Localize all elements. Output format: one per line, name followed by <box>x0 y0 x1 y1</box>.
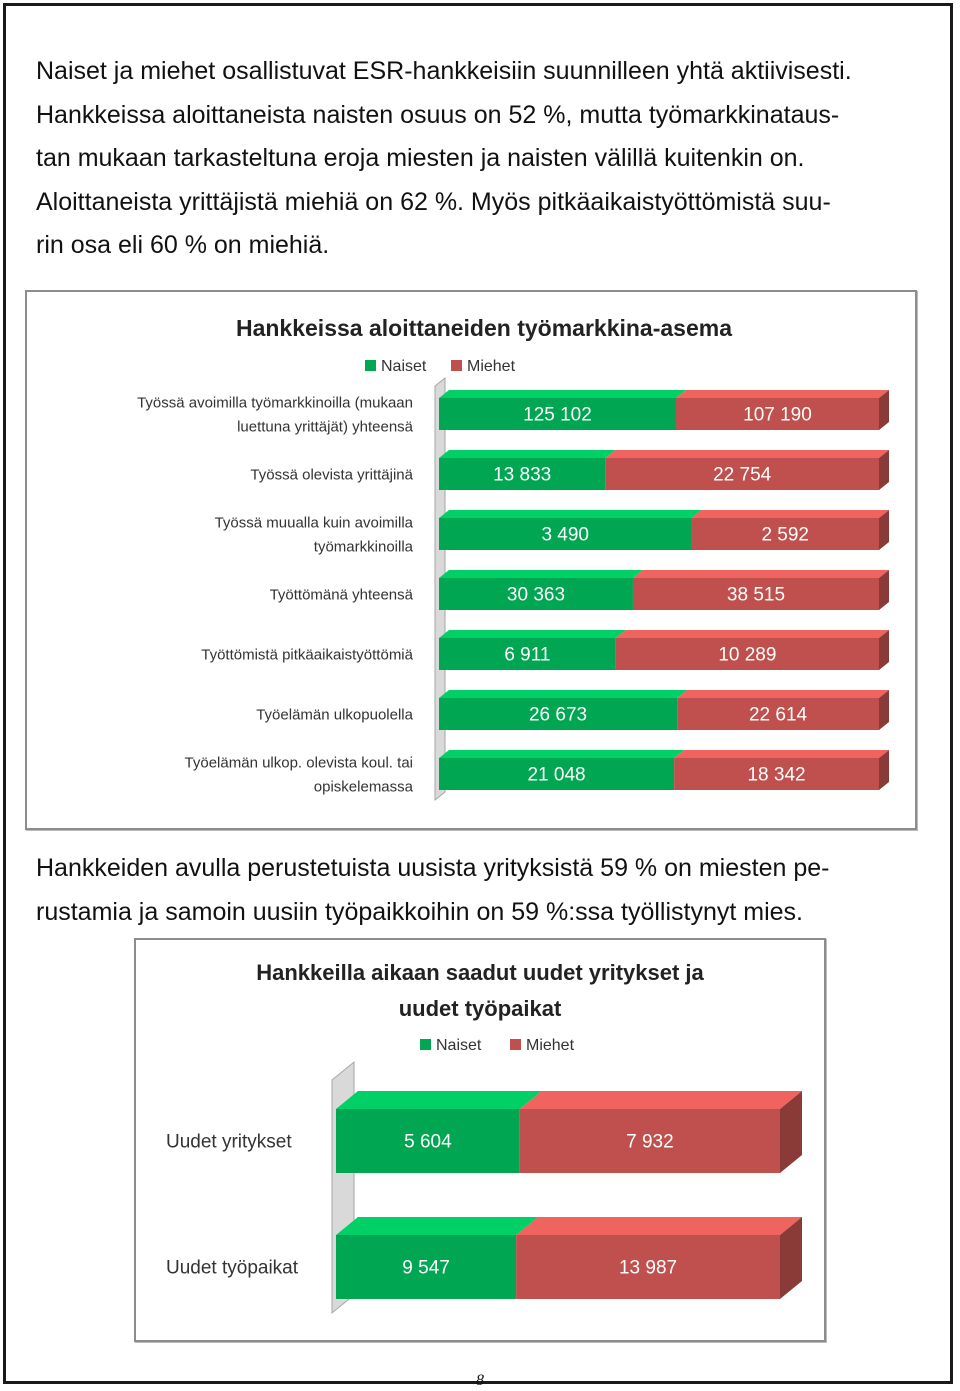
labour-market-chart <box>25 290 917 830</box>
legend-label-naiset: Naiset <box>381 358 427 375</box>
intro-line: Aloittaneista yrittäjistä miehiä on 62 %. Myös pitkäaikaistyöttömistä suu- <box>36 187 831 216</box>
labour-market-chart-svg <box>27 292 915 828</box>
value-label-naiset: 26 673 <box>528 704 588 726</box>
category-label: luettuna yrittäjät) yhteensä <box>237 418 413 436</box>
legend-swatch-naiset <box>420 1039 431 1050</box>
legend-label-miehet: Miehet <box>467 358 516 375</box>
intro-line: rin osa eli 60 % on miehiä. <box>36 231 330 259</box>
legend-label-miehet: Miehet <box>526 1037 575 1054</box>
value-label-miehet: 22 614 <box>748 704 808 726</box>
value-label-miehet: 7 932 <box>626 1131 674 1153</box>
value-label-naiset: 3 490 <box>541 524 590 546</box>
bar-top-miehet <box>674 750 889 758</box>
value-label-miehet: 13 987 <box>618 1257 678 1279</box>
legend-swatch-naiset <box>365 360 376 371</box>
middle-line: Hankkeiden avulla perustetuista uusista yrityksistä 59 % on miesten pe- <box>36 854 830 882</box>
legend-swatch-miehet <box>451 360 462 371</box>
value-label-naiset: 5 604 <box>404 1131 452 1153</box>
bar-top-miehet <box>691 510 889 518</box>
value-label-naiset: 30 363 <box>506 584 566 606</box>
bar-top-miehet <box>516 1217 802 1235</box>
category-label: Työttömänä yhteensä <box>269 586 413 604</box>
bar-top-naiset <box>439 630 626 638</box>
value-label-naiset: 125 102 <box>523 404 592 426</box>
bar-top-naiset <box>439 510 701 518</box>
value-label-miehet: 22 754 <box>713 464 772 486</box>
bar-top-naiset <box>439 690 687 698</box>
bar-top-miehet <box>633 570 889 578</box>
bar-top-miehet <box>616 630 889 638</box>
value-label-naiset: 13 833 <box>493 464 552 486</box>
value-label-miehet: 38 515 <box>726 584 786 606</box>
category-label: Työelämän ulkop. olevista koul. tai <box>184 754 413 772</box>
new-companies-chart-svg <box>136 940 824 1340</box>
category-label: Työssä avoimilla työmarkkinoilla (mukaan <box>137 394 413 412</box>
category-label: Työssä olevista yrittäjinä <box>250 466 413 484</box>
intro-line: Naiset ja miehet osallistuvat ESR-hankkeisiin suunnilleen yhtä aktiivisesti. <box>36 57 852 85</box>
bar-top-naiset <box>439 450 615 458</box>
intro-line: Hankkeissa aloittaneista naisten osuus on 52 %, mutta työmarkkinataus- <box>36 100 840 129</box>
new-companies-chart <box>134 938 826 1342</box>
middle-paragraph <box>36 847 926 934</box>
bar-top-naiset <box>336 1091 542 1109</box>
intro-paragraph <box>36 50 926 268</box>
chart-title: Hankkeissa aloittaneiden työmarkkina-asema <box>235 315 733 341</box>
value-label-miehet: 18 342 <box>747 764 806 786</box>
category-label: Työssä muualla kuin avoimilla <box>214 514 413 532</box>
value-label-naiset: 21 048 <box>527 764 586 786</box>
bar-top-naiset <box>439 390 686 398</box>
value-label-miehet: 10 289 <box>718 644 777 666</box>
chart-title: Hankkeilla aikaan saadut uudet yritykset ja <box>256 960 704 985</box>
bar-top-naiset <box>439 570 643 578</box>
middle-line: rustamia ja samoin uusiin työpaikkoihin on 59 %:ssa työllistynyt mies. <box>36 897 804 926</box>
value-label-naiset: 9 547 <box>402 1257 450 1279</box>
category-label: Työttömistä pitkäaikaistyöttömiä <box>201 646 413 664</box>
value-label-naiset: 6 911 <box>504 644 551 666</box>
category-label: Uudet yritykset <box>166 1131 292 1153</box>
intro-line: tan mukaan tarkasteltuna eroja miesten ja naisten välillä kuitenkin on. <box>36 144 805 172</box>
bar-top-miehet <box>605 450 889 458</box>
category-label: työmarkkinoilla <box>313 538 413 556</box>
legend-label-naiset: Naiset <box>436 1037 482 1054</box>
bar-top-miehet <box>676 390 889 398</box>
bar-top-naiset <box>439 750 684 758</box>
value-label-miehet: 2 592 <box>761 524 810 546</box>
chart-title: uudet työpaikat <box>398 996 562 1021</box>
value-label-miehet: 107 190 <box>743 404 812 426</box>
bar-top-naiset <box>336 1217 538 1235</box>
category-label: opiskelemassa <box>313 778 413 796</box>
bar-top-miehet <box>520 1091 802 1109</box>
page-number: 8 <box>476 1372 484 1389</box>
bar-top-miehet <box>677 690 889 698</box>
legend-swatch-miehet <box>510 1039 521 1050</box>
category-label: Uudet työpaikat <box>166 1257 299 1279</box>
category-label: Työelämän ulkopuolella <box>256 706 413 724</box>
